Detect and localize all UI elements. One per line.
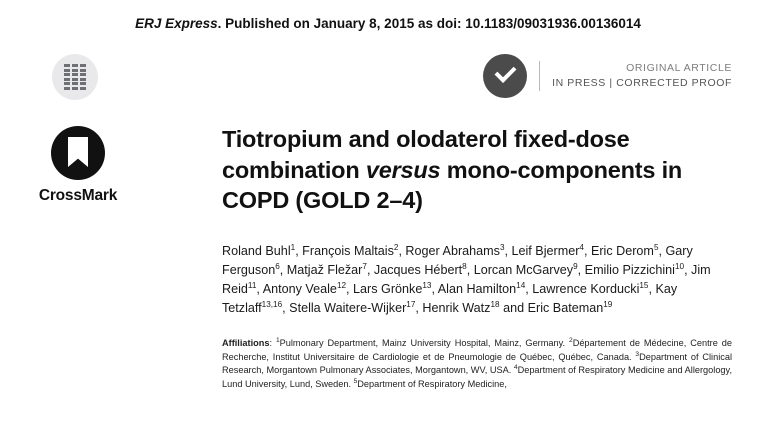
page-bottom-fade: [0, 402, 776, 436]
status-text: [539, 61, 732, 91]
crossmark-bookmark-icon: [51, 126, 105, 180]
publisher-grid-logo: [52, 54, 98, 100]
author-list: Roland Buhl$^1$, François Maltais$^2$, Roger Abrahams$^3$, Leif Bjermer$^4$, Eric Derom$^5$, Gary Ferguson$^6$, Matjaž Fležar$^7$, Jacques Hébert$^8$, Lorcan McGarvey$^9$, Emilio Pizzichini$^{10}$, Jim Reid$^{11}$, Antony Veale$^{12}$, Lars Grönke$^{13}$, Alan Hamilton$^{14}$, Lawrence Korducki$^{15}$, Kay Tetzlaff$^{13,16}$, Stella Waitere-Wijker$^{17}$, Henrik Watz$^{18}$ and Eric Bateman$^{19}$: [222, 242, 711, 316]
affiliations-block: [222, 337, 732, 391]
article-type-label: ORIGINAL ARTICLE: [626, 61, 732, 74]
title-line-2-b: mono-components in: [440, 156, 683, 183]
crossmark-label: CrossMark: [38, 187, 118, 204]
article-stage-label: IN PRESS | CORRECTED PROOF: [552, 77, 732, 89]
page-title: [222, 124, 732, 216]
article-header: [222, 124, 732, 392]
affiliations-text: : $^1$Pulmonary Department, Mainz University Hospital, Mainz, Germany. $^2$Département de Médecine, Centre de Recherche, Institut Universitaire de Cardiologie et de Pneumologie de Québec, Québec, Canada. $^3$Department of Clinical Research, Morgantown Pulmonary Associates, Morgantown, WV, USA. $^4$Department of Respiratory Medicine and Allergology, Lund University, Lund, Sweden. $^5$Department of Respiratory Medicine,: [222, 337, 733, 390]
crossmark-badge[interactable]: [30, 126, 126, 205]
express-publication-line: [0, 16, 776, 31]
article-status-block: [483, 54, 732, 98]
check-circle-icon: [483, 54, 527, 98]
title-line-2-italic: versus: [365, 156, 441, 183]
title-line-3: COPD (GOLD 2–4): [222, 187, 423, 214]
title-line-2-a: combination: [222, 156, 366, 183]
affiliations-label: Affiliations: [222, 338, 270, 349]
doi-text: . Published on January 8, 2015 as doi: 10.1183/09031936.00136014: [217, 16, 641, 31]
grid-icon: [64, 64, 86, 90]
journal-name: ERJ Express: [135, 16, 218, 31]
title-line-1: Tiotropium and olodaterol fixed-dose: [222, 126, 630, 152]
